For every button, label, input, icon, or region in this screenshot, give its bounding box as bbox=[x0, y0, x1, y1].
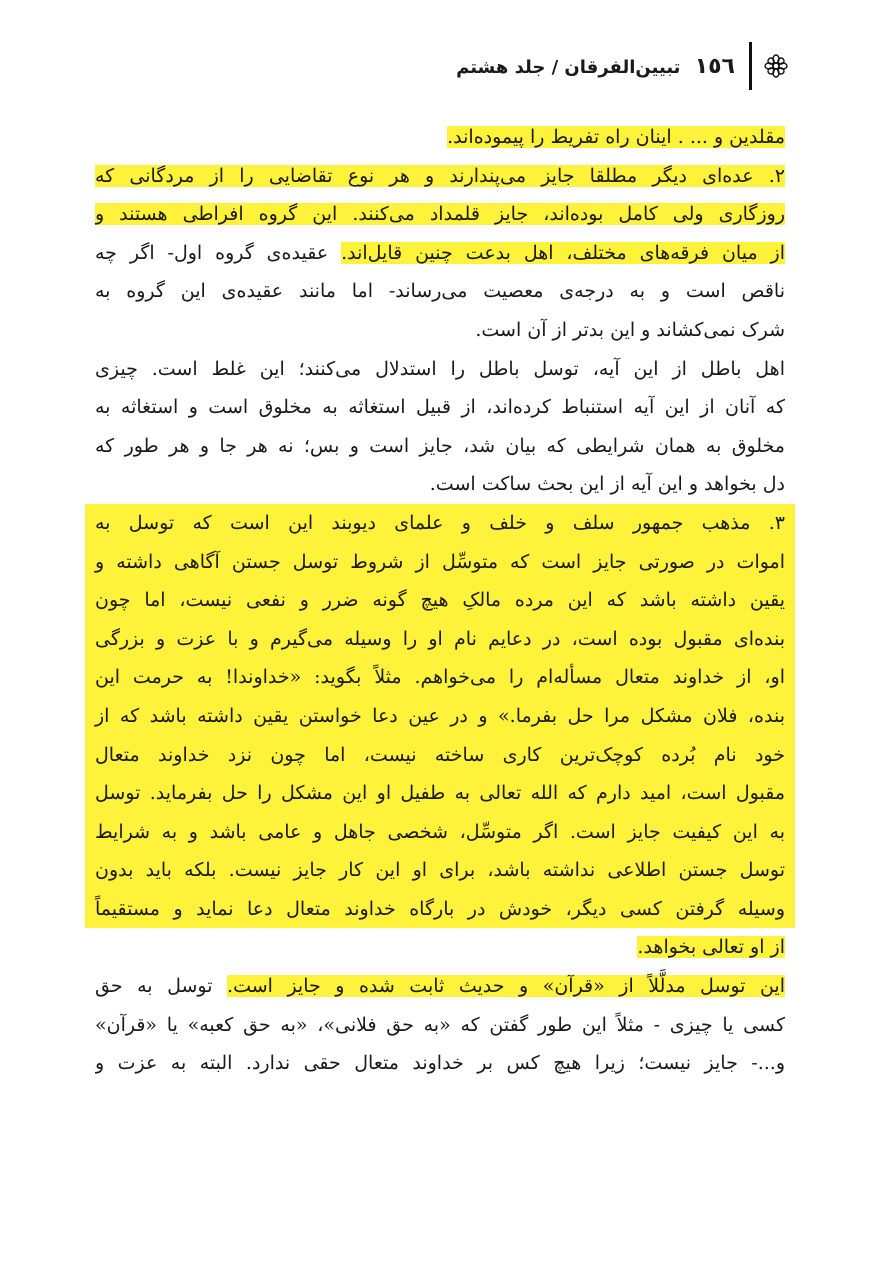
text-line: توسل به حق bbox=[95, 975, 213, 998]
text-line: خود نام بُرده کوچک‌ترین کاری ساخته نیست، اما چون نزد خداوند متعال bbox=[85, 736, 795, 775]
page-body bbox=[95, 118, 785, 1083]
running-header bbox=[456, 54, 735, 79]
text-line: روزگاری ولی کامل بوده‌اند، جایز قلمداد می‌کنند. این گروه افراطی هستند و bbox=[95, 203, 785, 226]
text-line: که آنان از این آیه استنباط کرده‌اند، از قبیل استغاثه به مخلوق است و استغاثه به bbox=[95, 396, 785, 419]
text-line: مخلوق به همان شرایطی که بیان شد، جایز است و بس؛ نه هر جا و هر طور که bbox=[95, 434, 785, 457]
text-line: به این کیفیت جایز است. اگر متوسِّل، شخصی جاهل و عامی باشد و به شرایط bbox=[85, 813, 795, 852]
text-line: بنده‌ای مقبول بوده است، در دعایم نام او را وسیله می‌گیرم و با عزت و بزرگی bbox=[85, 620, 795, 659]
text-line: وسیله گرفتن کسی دیگر، خودش در بارگاه خداوند متعال دعا نماید و مستقیماً bbox=[85, 890, 795, 929]
text-line: این توسل مدلَّلاً از «قرآن» و حدیث ثابت شده و جایز است. bbox=[227, 975, 785, 998]
text-line: اهل باطل از این آیه، توسل باطل را استدلال می‌کنند؛ این غلط است. چیزی bbox=[95, 357, 785, 380]
page-header bbox=[456, 44, 788, 88]
header-divider bbox=[749, 42, 752, 90]
text-line: مقبول است، امید دارم که الله تعالی به طفیل او این مشکل را حل بفرماید. توسل bbox=[85, 774, 795, 813]
text-line: بنده، فلان مشکل مرا حل بفرما.» و در عین دعا خواستن یقین داشته باشد که از bbox=[85, 697, 795, 736]
text-line: کسی یا چیزی - مثلاً این طور گفتن که «به حق فلانی»، «به حق کعبه» یا «قرآن» bbox=[95, 1013, 785, 1036]
text-line: یقین داشته باشد که این مرده مالکِ هیچ گونه ضرر و نفعی نیست، اما چون bbox=[85, 581, 795, 620]
text-line: دل بخواهد و این آیه از این بحث ساکت است. bbox=[429, 473, 785, 496]
text-line: ۳. مذهب جمهور سلف و خلف و علمای دیوبند این است که توسل به bbox=[85, 504, 795, 543]
text-line: از او تعالی بخواهد. bbox=[637, 936, 785, 959]
text-line: و...- جایز نیست؛ زیرا هیچ کس بر خداوند متعال حقی ندارد. البته به عزت و bbox=[95, 1052, 785, 1075]
text-line: ۲. عده‌ای دیگر مطلقا جایز می‌پندارند و هر نوع تقاضایی را از مردگانی که bbox=[95, 164, 785, 187]
text-line: از میان فرقه‌های مختلف، اهل بدعت چنین قایل‌اند. bbox=[341, 241, 785, 264]
book-title: تبیین‌الفرقان / جلد هشتم bbox=[456, 56, 681, 78]
text-line: مقلدین و ... . اینان راه تفریط را پیموده‌اند. bbox=[447, 126, 785, 148]
text-line: ناقص است و به درجه‌ی معصیت می‌رساند- اما مانند عقیده‌ی این گروه به bbox=[95, 280, 785, 303]
text-line: عقیده‌ی گروه اول- اگر چه bbox=[95, 241, 329, 264]
page-number: ١٥٦ bbox=[694, 53, 735, 79]
flower-ornament-icon bbox=[764, 54, 788, 78]
text-line: اموات در صورتی جایز است که متوسِّل از شروط توسل جستن آگاهی داشته و bbox=[85, 543, 795, 582]
text-line: او، از خداوند متعال مسأله‌ام را می‌خواهم. مثلاً بگوید: «خداوندا! به حرمت این bbox=[85, 658, 795, 697]
text-line: شرک نمی‌کشاند و این بدتر از آن است. bbox=[475, 318, 785, 341]
text-line: توسل جستن اطلاعی نداشته باشد، برای او این کار جایز نیست. بلکه باید بدون bbox=[85, 851, 795, 890]
